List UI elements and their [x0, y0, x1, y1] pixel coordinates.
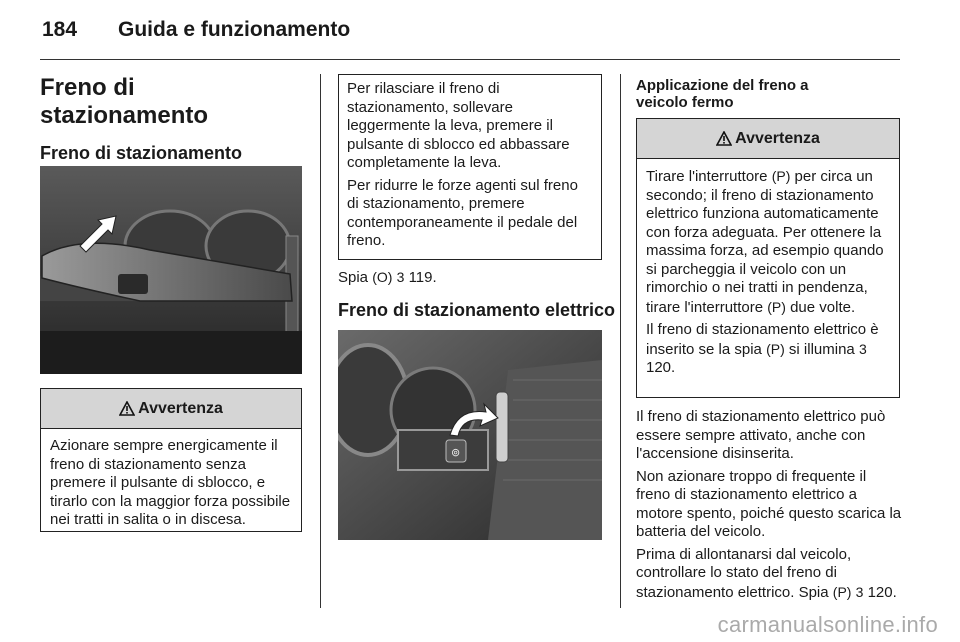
spia-reference — [338, 268, 602, 288]
warning-triangle-icon — [119, 401, 135, 416]
page-ref: 120. — [646, 359, 676, 376]
column-divider-1 — [320, 74, 321, 608]
parking-brake-icon: (P) — [767, 298, 786, 315]
activation-paragraph: Il freno di stazionamento elettrico può essere sempre attivato, anche con l'accensione disinserita. — [636, 408, 886, 462]
text-fragment: si illumina — [788, 340, 855, 358]
text-fragment: per circa un secondo; il freno di stazionamento elettrico funziona automaticamente con forza adeguata. Per ottenere la massima forza, ad esempio quando si parcheggia il veicolo con un rimorchio o nei tratti in pendenza, tirare l'interruttore — [646, 168, 884, 316]
check-status-paragraph — [636, 546, 902, 603]
section-title: Freno di stazionamento — [40, 74, 209, 129]
header-rule — [40, 59, 900, 60]
battery-paragraph: Non azionare troppo di frequente il freno di stazionamento elettrico a motore spento, poiché questo scarica la batteria del veicolo. — [636, 467, 902, 540]
handbrake-lever-illustration — [40, 166, 302, 374]
electric-brake-title: Freno di stazionamento elettrico — [338, 300, 616, 320]
parking-brake-icon: (P) — [832, 583, 852, 600]
text-fragment: Tirare l'interruttore — [646, 168, 768, 185]
handbrake-lever-photo — [40, 166, 302, 374]
warning-box-electric — [636, 118, 900, 398]
warning-title: Avvertenza — [138, 399, 223, 417]
spia-label: Spia — [338, 269, 369, 286]
page-number: 184 — [42, 18, 78, 41]
warning-triangle-icon — [716, 131, 732, 146]
spia-page-ref: 119. — [408, 269, 437, 286]
warning-header — [637, 119, 899, 159]
electric-brake-switch-photo — [338, 330, 602, 540]
text-fragment: due volte. — [790, 298, 856, 316]
warning-paragraph-1 — [646, 167, 890, 317]
brake-pedal-paragraph: Per ridurre le forze agenti sul freno di stazionamento, premere contemporaneamente il pedale del freno. — [347, 176, 578, 249]
text-fragment: Il freno di stazionamento elettrico è inserito se la spia — [646, 321, 879, 358]
electric-brake-illustration — [338, 330, 602, 540]
column-3-body — [636, 408, 902, 602]
page-reference-icon: 3 — [855, 583, 864, 600]
page-reference-icon: 3 — [858, 340, 867, 357]
subsection-title: Freno di stazionamento — [40, 143, 243, 163]
release-paragraph: Per rilasciare il freno di stazionamento, sollevare leggermente la leva, premere il pulsante di sblocco ed abbassare completamente la leva. — [347, 80, 570, 171]
warning-text: Azionare sempre energicamente il freno di stazionamento senza premere il pulsante di sblocco, e tirarlo con la maggior forza possibile nei tratti in salita o in discesa. — [50, 437, 291, 528]
svg-text:⊚: ⊚ — [451, 446, 461, 459]
column-divider-2 — [620, 74, 621, 608]
page-ref: 120. — [867, 583, 897, 601]
watermark: carmanualsonline.info — [717, 612, 938, 637]
page-reference-icon: 3 — [396, 269, 405, 285]
warning-paragraph-2 — [646, 321, 890, 378]
parking-brake-icon: (P) — [771, 168, 791, 184]
release-instructions-box — [338, 74, 602, 260]
warning-header — [41, 389, 301, 429]
brake-warning-light-icon: (O) — [372, 269, 393, 285]
stationary-application-heading: Applicazione del freno a veicolo fermo — [636, 77, 809, 111]
text-fragment: Prima di allontanarsi dal veicolo, controllare lo stato del freno di stazionamento elettrico. Spia — [636, 545, 852, 601]
warning-box-manual — [40, 388, 302, 532]
parking-brake-icon: (P) — [766, 340, 785, 357]
chapter-title: Guida e funzionamento — [118, 18, 351, 41]
warning-title: Avvertenza — [735, 129, 820, 147]
